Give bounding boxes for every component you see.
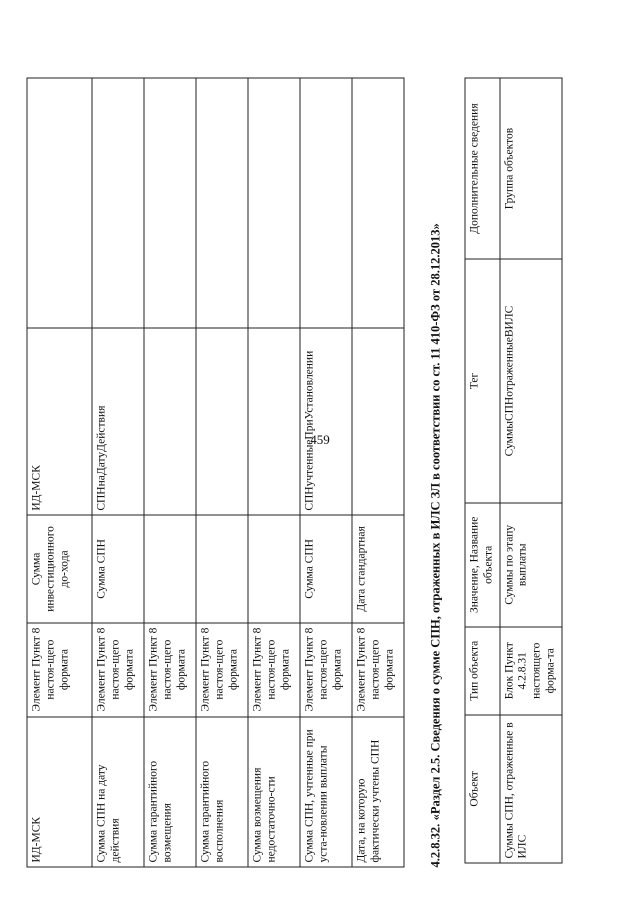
table-cell xyxy=(27,78,92,328)
table-cell: Элемент Пункт 8 настоя-щего формата xyxy=(196,622,248,716)
table-cell: СуммыСПНотраженныеВИЛС xyxy=(500,259,562,503)
table-cell: Элемент Пункт 8 настоя-щего формата xyxy=(144,622,196,716)
column-header-object-type: Тип объекта xyxy=(465,626,500,714)
table-cell: Сумма гарантийного возмещения xyxy=(144,716,196,866)
table-row xyxy=(352,78,404,867)
table-cell xyxy=(144,515,196,622)
table-cell: Блок Пункт 4.2.8.31 настоящего форма-та xyxy=(500,626,562,714)
section-number: 4.2.8.32. xyxy=(428,823,443,867)
rotated-page-content xyxy=(27,77,557,867)
table-cell: Сумма СПН xyxy=(92,515,144,622)
table-cell xyxy=(144,328,196,515)
column-header-additional-info: Дополнительные сведения xyxy=(465,78,500,259)
table-row xyxy=(196,78,248,867)
table-cell: Суммы по этапу выплаты xyxy=(500,502,562,626)
table-cell xyxy=(248,515,300,622)
table-row xyxy=(27,78,92,867)
table-cell: Сумма гарантийного восполнения xyxy=(196,716,248,866)
table-cell xyxy=(248,328,300,515)
column-header-object: Объект xyxy=(465,714,500,862)
table-cell: Дата стандартная xyxy=(352,515,404,622)
table-row xyxy=(144,78,196,867)
table-row xyxy=(248,78,300,867)
table-cell: Сумма СПН, учтенные при уста-новлении выплаты xyxy=(300,716,352,866)
table-cell: СПНнаДатуДействия xyxy=(92,328,144,515)
table-cell: СПНучтенныеПриУстановлении xyxy=(300,328,352,515)
table-header-row xyxy=(465,78,500,863)
table-cell: Элемент Пункт 8 настоя-щего формата xyxy=(352,622,404,716)
table-cell xyxy=(144,78,196,328)
table-cell: Суммы СПН, отраженные в ИЛС xyxy=(500,714,562,862)
table-cell xyxy=(300,78,352,328)
table-cell: Группа объектов xyxy=(500,78,562,259)
table-cell xyxy=(92,78,144,328)
page-number: 459 xyxy=(310,432,330,447)
table-cell: Элемент Пункт 8 настоя-щего формата xyxy=(27,622,92,716)
column-header-tag: Тег xyxy=(465,259,500,503)
table-cell: Сумма инвестиционного до-хода xyxy=(27,515,92,622)
table-cell: Дата, на которую фактически учтены СПН xyxy=(352,716,404,866)
table-cell: Сумма СПН на дату действия xyxy=(92,716,144,866)
table-cell xyxy=(196,328,248,515)
table-cell xyxy=(352,328,404,515)
table-cell xyxy=(196,78,248,328)
table-cell: Сумма возмещения недостаточно-сти xyxy=(248,716,300,866)
column-header-value-name: Значение, Название объекта xyxy=(465,502,500,626)
table-cell: Элемент Пункт 8 настоя-щего формата xyxy=(92,622,144,716)
section-title: «Раздел 2.5. Сведения о сумме СПН, отраженных в ИЛС ЗЛ в соответствии со ст. 11 410-ФЗ от 28.12.2013» xyxy=(428,222,443,820)
section-table xyxy=(465,77,563,863)
table-row xyxy=(300,78,352,867)
table-cell: Сумма СПН xyxy=(300,515,352,622)
table-row xyxy=(500,78,562,863)
table-cell: ИД-МСК xyxy=(27,328,92,515)
table-cell: Элемент Пункт 8 настоя-щего формата xyxy=(248,622,300,716)
table-cell xyxy=(196,515,248,622)
table-cell xyxy=(352,78,404,328)
table-cell: Элемент Пункт 8 настоя-щего формата xyxy=(300,622,352,716)
table-cell: ИД-МСК xyxy=(27,716,92,866)
table-cell xyxy=(248,78,300,328)
main-table xyxy=(27,77,405,867)
table-row xyxy=(92,78,144,867)
section-heading xyxy=(429,77,459,867)
